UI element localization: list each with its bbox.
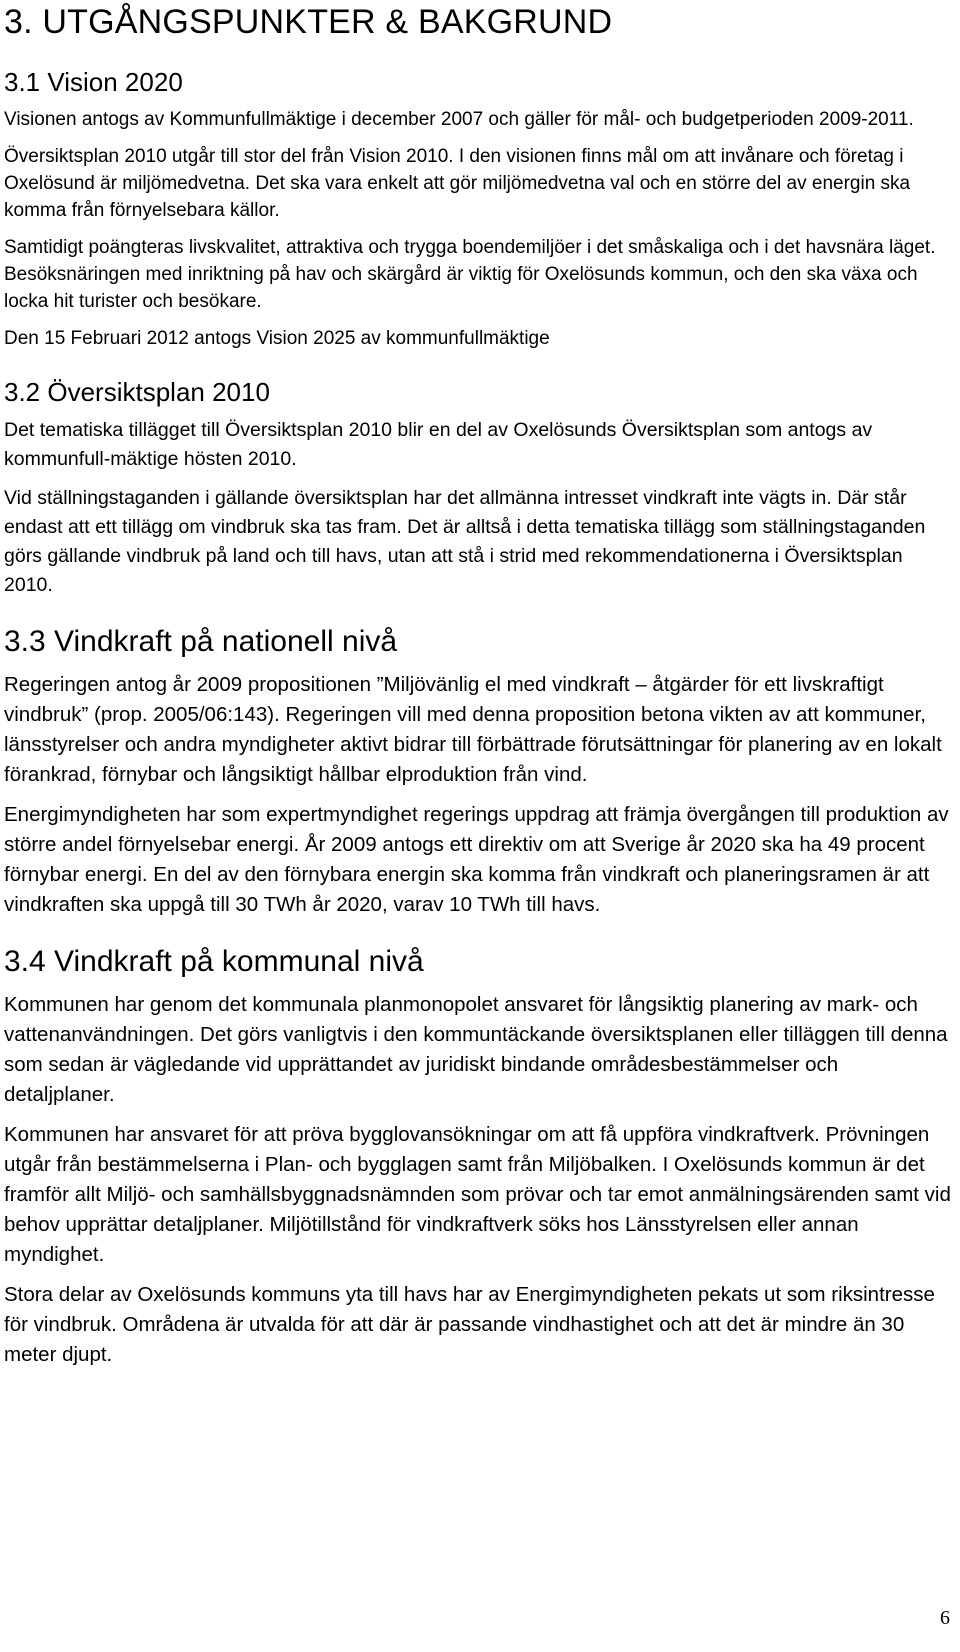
section-vision-2020	[4, 66, 954, 352]
paragraph: Samtidigt poängteras livskvalitet, attraktiva och trygga boendemiljöer i det småskaliga och i det havsnära läget. Besöksnäringen med inriktning på hav och skärgård är viktig för Oxelösunds kommun, och den ska växa och locka hit turister och besökare.	[4, 237, 936, 312]
paragraph: Kommunen har ansvaret för att pröva bygglovansökningar om att få uppföra vindkraftverk. Prövningen utgår från bestämmelserna i Plan- och bygglagen samt från Miljöbalken. I Oxelösunds kommun är det framför allt Miljö- och samhällsbyggnadsnämnden som prövar och tar emot anmälningsärenden samt vid behov upprättar detaljplaner. Miljötillstånd för vindkraftverk söks hos Länsstyrelsen eller annan myndighet.	[4, 1123, 951, 1266]
section-vindkraft-nationell	[4, 624, 954, 920]
paragraph: Översiktsplan 2010 utgår till stor del från Vision 2010. I den visionen finns mål om att invånare och företag i Oxelösund är miljömedvetna. Det ska vara enkelt att gör miljömedvetna val och en större del av energin ska komma från förnyelsebara källor.	[4, 146, 911, 221]
section-oversiktsplan-2010	[4, 376, 954, 600]
paragraph: Visionen antogs av Kommunfullmäktige i december 2007 och gäller för mål- och budgetperioden 2009-2011.	[4, 109, 914, 130]
section-title: 3.3 Vindkraft på nationell nivå	[4, 625, 398, 658]
paragraph: Vid ställningstaganden i gällande översiktsplan har det allmänna intresset vindkraft inte vägts in. Där står endast att ett tillägg om vindbruk ska tas fram. Det är alltså i detta tematiska tillägg som ställningstaganden görs gällande vindbruk på land och till havs, utan att stå i strid med rekommendationerna i Översiktsplan 2010.	[4, 487, 926, 596]
paragraph: Energimyndigheten har som expertmyndighet regerings uppdrag att främja övergången till produktion av större andel förnyelsebar energi. År 2009 antogs ett direktiv om att Sverige år 2020 ska ha 49 procent förnybar energi. En del av den förnybara energin ska komma från vindkraft och planeringsramen är att vindkraften ska uppgå till 30 TWh år 2020, varav 10 TWh till havs.	[4, 803, 949, 916]
section-title: 3.1 Vision 2020	[4, 67, 183, 97]
paragraph: Den 15 Februari 2012 antogs Vision 2025 av kommunfullmäktige	[4, 328, 550, 349]
paragraph: Regeringen antog år 2009 propositionen ”Miljövänlig el med vindkraft – åtgärder för ett livskraftigt vindbruk” (prop. 2005/06:143). Regeringen vill med denna proposition betona vikten av att kommuner, länsstyrelser och andra myndigheter aktivt bidrar till förbättrade förutsättningar för planering av en lokalt förankrad, förnybar och långsiktigt hållbar elproduktion från vind.	[4, 673, 942, 786]
section-title: 3.2 Översiktsplan 2010	[4, 377, 270, 407]
section-vindkraft-kommunal	[4, 944, 954, 1370]
document-page	[4, 0, 954, 1380]
chapter-heading: 3. UTGÅNGSPUNKTER & BAKGRUND	[4, 3, 613, 41]
paragraph: Stora delar av Oxelösunds kommuns yta till havs har av Energimyndigheten pekats ut som riksintresse för vindbruk. Områdena är utvalda för att där är passande vindhastighet och att det är mindre än 30 meter djupt.	[4, 1283, 935, 1366]
paragraph: Det tematiska tillägget till Översiktsplan 2010 blir en del av Oxelösunds Översiktsplan som antogs av kommunfull-mäktige hösten 2010.	[4, 419, 873, 470]
paragraph: Kommunen har genom det kommunala planmonopolet ansvaret för långsiktig planering av mark- och vattenanvändningen. Det görs vanligtvis i den kommuntäckande översiktsplanen eller tilläggen till denna som sedan är vägledande vid upprättandet av juridiskt bindande områdesbestämmelser och detaljplaner.	[4, 993, 948, 1106]
page-number: 6	[940, 1607, 950, 1629]
section-title: 3.4 Vindkraft på kommunal nivå	[4, 945, 424, 978]
